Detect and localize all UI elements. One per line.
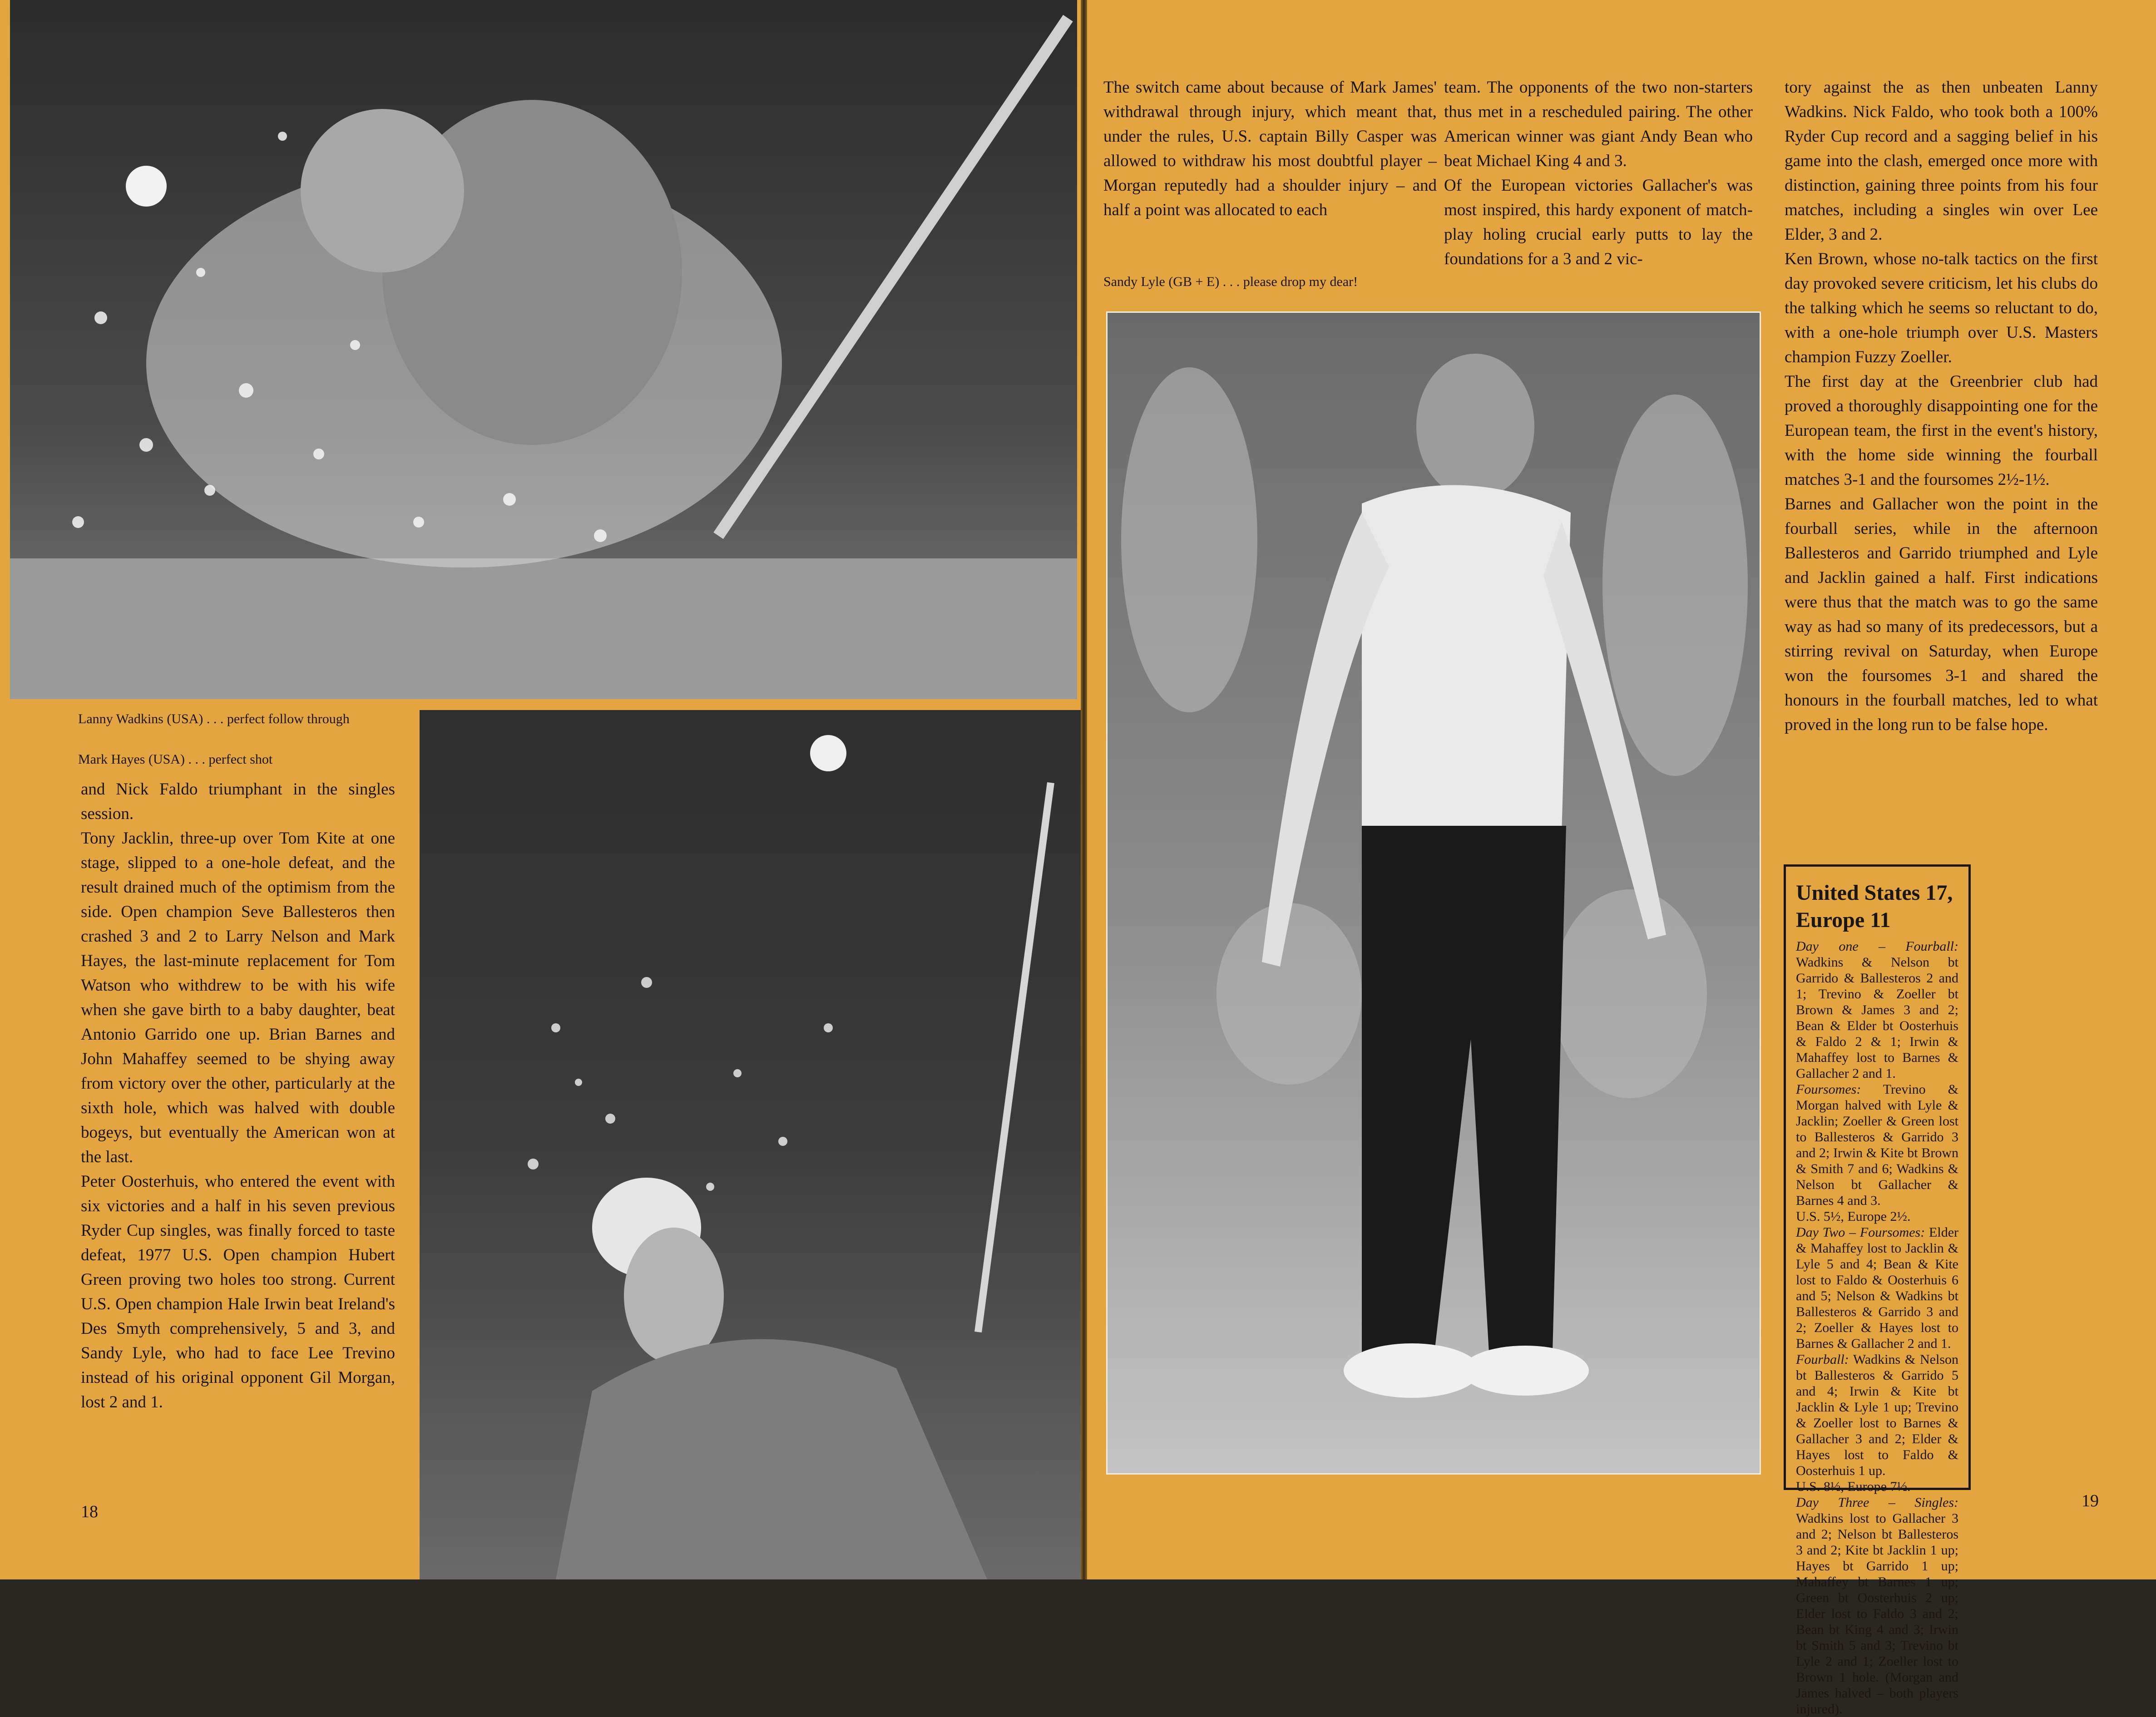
results-label: Day Three – Singles: [1796, 1495, 1958, 1510]
results-text: U.S. 5½, Europe 2½. [1796, 1209, 1911, 1224]
paragraph: The switch came about because of Mark James' withdrawal through injury, which meant that, under the rules, U.S. captain Billy Casper was allowed to withdraw his most doubtful player – Morgan reputedly had a shoulder injury – and half a point was allocated to each [1103, 78, 1437, 219]
results-entry [1796, 1352, 1958, 1479]
photo-lanny-wadkins-bunker-shot [10, 0, 1077, 699]
caption-lanny-wadkins: Lanny Wadkins (USA) . . . perfect follow through [78, 711, 350, 726]
paragraph: The first day at the Greenbrier club had proved a thoroughly disappointing one for the European team, the first in the event's history, with the home side winning the fourball matches 3-1 and the foursomes 2½-1½. [1785, 372, 2098, 489]
results-text: Wadkins lost to Gallacher 3 and 2; Nelson bt Ballesteros 3 and 2; Kite bt Jacklin 1 up; Hayes bt Garrido 1 up; Mahaffey bt Barnes 1 up; Green bt Oosterhuis 2 up; Elder lost to Faldo 3 and 2; Bean bt King 4 and 3; Irwin bt Smith 5 and 3; Trevino bt Lyle 2 and 1; Zoeller lost to Brown 1 hole. (Morgan and James halved – both players injured). [1796, 1511, 1958, 1717]
results-entry [1796, 1209, 1958, 1224]
results-label: Day one – Fourball: [1796, 939, 1958, 954]
results-title: United States 17, Europe 11 [1796, 881, 1953, 932]
results-entry [1796, 1224, 1958, 1352]
paragraph: Ken Brown, whose no-talk tactics on the first day provoked severe criticism, let his clubs do the talking which he seems so reluctant to do, with a one-hole triumph over U.S. Masters champion Fuzzy Zoeller. [1785, 250, 2098, 366]
results-label: Day Two – Foursomes: [1796, 1225, 1925, 1240]
results-box [1784, 864, 1971, 1717]
results-text: Wadkins & Nelson bt Garrido & Ballesteros 2 and 1; Trevino & Zoeller bt Brown & James 3 and 2; Bean & Elder bt Oosterhuis & Faldo 2 & 1; Irwin & Mahaffey lost to Barnes & Gallacher 2 and 1. [1796, 955, 1958, 1081]
results-label: Foursomes: [1796, 1082, 1861, 1097]
spine-gutter [1081, 0, 1087, 1579]
left-page [0, 0, 1081, 1579]
paragraph: Barnes and Gallacher won the point in the fourball series, while in the afternoon Ballesteros and Garrido triumphed and Lyle and Jacklin gained a half. First indications were thus that the match was to go the same way as had so many of its predecessors, but a stirring revival on Saturday, when Europe won the foursomes 3-1 and shared the honours in the fourball matches, led to what proved in the long run to be false hope. [1785, 495, 2098, 734]
results-body [1796, 938, 1958, 1717]
results-entry [1796, 1081, 1958, 1209]
results-text: Elder & Mahaffey lost to Jacklin & Lyle 5 and 4; Bean & Kite lost to Faldo & Oosterhuis 6 and 5; Nelson & Wadkins bt Ballesteros & Garrido 3 and 2; Zoeller & Hayes lost to Barnes & Gallacher 2 and 1. [1796, 1225, 1958, 1351]
results-label: Fourball: [1796, 1352, 1849, 1367]
paragraph: Tony Jacklin, three-up over Tom Kite at one stage, slipped to a one-hole defeat, and the result drained much of the optimism from the side. Open champion Seve Ballesteros then crashed 3 and 2 to Larry Nelson and Mark Hayes, the last-minute replacement for Tom Watson who withdrew to be with his wife when she gave birth to a baby daughter, beat Antonio Garrido one up. Brian Barnes and John Mahaffey seemed to be shying away from victory over the other, particularly at the sixth hole, which was halved with double bogeys, but eventually the American won at the last. [81, 829, 395, 1166]
results-entry [1796, 1479, 1958, 1495]
page-number: 18 [81, 1502, 98, 1521]
paragraph: tory against the as then unbeaten Lanny Wadkins. Nick Faldo, who took both a 100% Ryder Cup record and a sagging belief in his game into the clash, emerged once more with distinction, gaining three points from his four matches, including a singles win over Lee Elder, 3 and 2. [1785, 78, 2098, 244]
right-article-column-2 [1444, 75, 1753, 271]
paragraph: Peter Oosterhuis, who entered the event with six victories and a half in his seven previous Ryder Cup singles, was finally forced to taste defeat, 1977 U.S. Open champion Hubert Green proving two holes too strong. Current U.S. Open champion Hale Irwin beat Ireland's Des Smyth comprehensively, 5 and 3, and Sandy Lyle, who had to face Lee Trevino instead of his original opponent Gil Morgan, lost 2 and 1. [81, 1172, 395, 1411]
right-article-column-3 [1785, 75, 2098, 737]
page-number: 19 [2082, 1491, 2099, 1510]
right-page [1087, 0, 2156, 1717]
results-entry [1796, 1495, 1958, 1717]
paragraph: Of the European victories Gallacher's was most inspired, this hardy exponent of match-play holing crucial early putts to lay the foundations for a 3 and 2 vic- [1444, 176, 1753, 268]
photo-sandy-lyle [1106, 311, 1761, 1475]
results-entry [1796, 938, 1958, 1081]
results-text: Trevino & Morgan halved with Lyle & Jacklin; Zoeller & Green lost to Ballesteros & Garrido 3 and 2; Irwin & Kite bt Brown & Smith 7 and 6; Wadkins & Nelson bt Gallacher & Barnes 4 and 3. [1796, 1082, 1958, 1208]
right-article-column-1 [1103, 75, 1437, 222]
left-article-column [81, 777, 395, 1415]
results-text: U.S. 8½, Europe 7½. [1796, 1479, 1911, 1494]
results-text: Wadkins & Nelson bt Ballesteros & Garrido 5 and 4; Irwin & Kite bt Jacklin & Lyle 1 up; Trevino & Zoeller lost to Barnes & Gallacher 3 and 2; Elder & Hayes lost to Faldo & Oosterhuis 1 up. [1796, 1352, 1958, 1478]
caption-sandy-lyle: Sandy Lyle (GB + E) . . . please drop my dear! [1103, 274, 1358, 289]
photo-mark-hayes-bunker-shot [420, 710, 1081, 1579]
caption-mark-hayes: Mark Hayes (USA) . . . perfect shot [78, 752, 273, 767]
paragraph: and Nick Faldo triumphant in the singles session. [81, 780, 395, 823]
paragraph: team. The opponents of the two non-starters thus met in a rescheduled pairing. The other American winner was giant Andy Bean who beat Michael King 4 and 3. [1444, 78, 1753, 170]
